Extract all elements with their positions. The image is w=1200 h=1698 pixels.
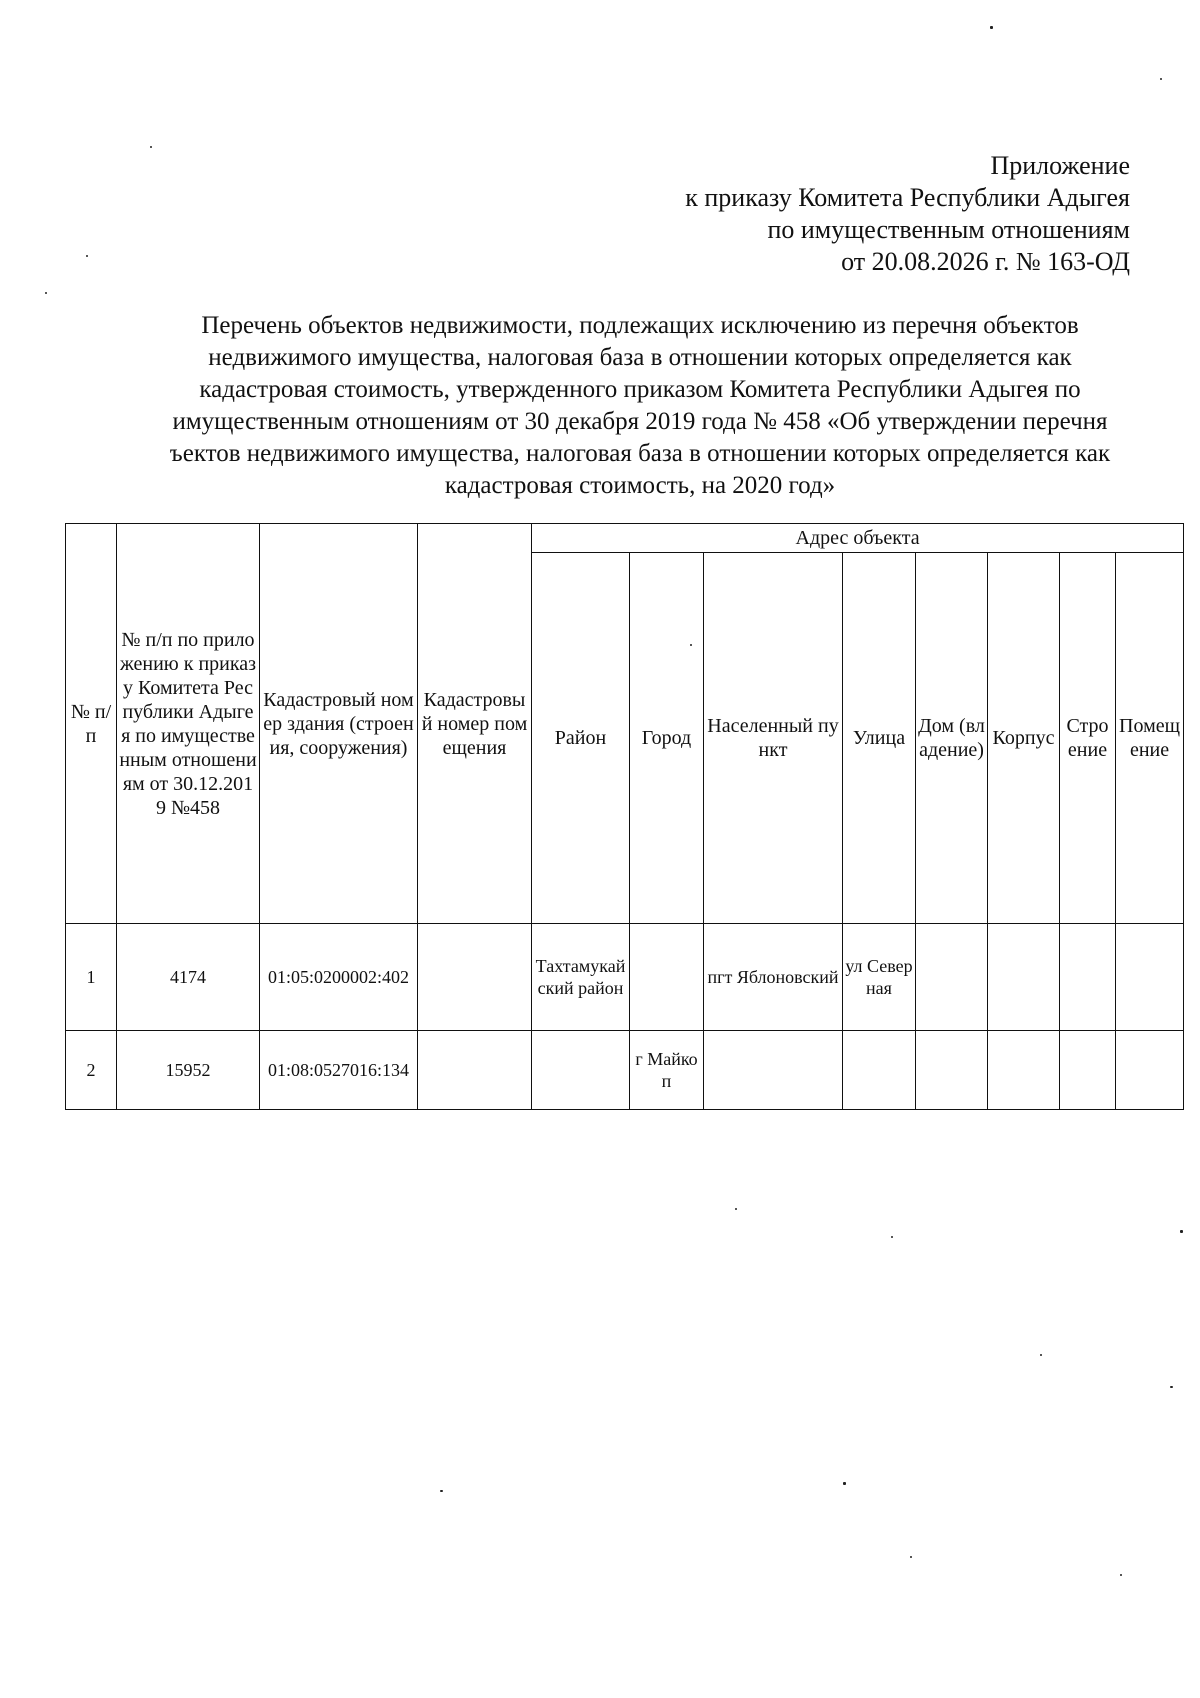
approval-line-3: по имущественным отношениям xyxy=(767,215,1130,244)
header-house: Дом (владение) xyxy=(916,553,988,924)
header-street: Улица xyxy=(843,553,916,924)
cell-house xyxy=(916,924,988,1031)
cell-city xyxy=(630,924,704,1031)
header-building: Строение xyxy=(1060,553,1116,924)
scan-speck xyxy=(1180,1230,1183,1233)
header-building-cadastral: Кадастровый номер здания (строения, сооружения) xyxy=(260,524,418,924)
scan-speck xyxy=(735,1208,737,1210)
cell-room xyxy=(1116,1031,1184,1110)
header-num: № п/п xyxy=(66,524,117,924)
cell-appendix-num: 4174 xyxy=(117,924,260,1031)
cell-appendix-num: 15952 xyxy=(117,1031,260,1110)
cell-building xyxy=(1060,1031,1116,1110)
title-line-1: Перечень объектов недвижимости, подлежащих исключению из перечня объектов xyxy=(201,312,1079,339)
title-line-6: кадастровая стоимость, на 2020 год» xyxy=(444,472,836,499)
header-address-group: Адрес объекта xyxy=(532,524,1184,553)
title-line-3: кадастровая стоимость, утвержденного приказом Комитета Республики Адыгея по xyxy=(199,376,1081,403)
scan-speck xyxy=(843,1482,846,1485)
scan-speck xyxy=(1120,1574,1122,1576)
table-row xyxy=(66,924,1184,1031)
cell-num: 1 xyxy=(66,924,117,1031)
title-line-4: имущественным отношениям от 30 декабря 2019 года № 458 «Об утверждении перечня xyxy=(172,408,1108,435)
scan-speck xyxy=(1170,1386,1173,1388)
scan-speck xyxy=(45,292,47,294)
scan-speck xyxy=(990,26,993,29)
approval-line-4: от 20.08.2026 г. № 163-ОД xyxy=(841,247,1130,276)
cell-street xyxy=(843,1031,916,1110)
cell-house xyxy=(916,1031,988,1110)
scan-speck xyxy=(891,1236,893,1238)
approval-stamp-block xyxy=(685,150,1130,278)
cell-district: Тахтамукайский район xyxy=(532,924,630,1031)
cell-korpus xyxy=(988,924,1060,1031)
scan-speck xyxy=(440,1490,443,1492)
title-line-5: ъектов недвижимого имущества, налоговая база в отношении которых определяется как xyxy=(169,440,1111,467)
document-title xyxy=(110,310,1170,502)
cell-building-cadastral: 01:08:0527016:134 xyxy=(260,1031,418,1110)
cell-district xyxy=(532,1031,630,1110)
cell-street: ул Северная xyxy=(843,924,916,1031)
cell-room-cadastral xyxy=(418,1031,532,1110)
scan-speck xyxy=(86,255,88,257)
cell-korpus xyxy=(988,1031,1060,1110)
table-header-row xyxy=(66,524,1184,553)
header-appendix-num: № п/п по приложению к приказу Комитета Республики Адыгея по имущественным отношениям от 30.12.2019 №458 xyxy=(117,524,260,924)
scan-speck xyxy=(1040,1354,1042,1356)
cell-room-cadastral xyxy=(418,924,532,1031)
cell-room xyxy=(1116,924,1184,1031)
cell-num: 2 xyxy=(66,1031,117,1110)
cell-building xyxy=(1060,924,1116,1031)
scan-speck xyxy=(910,1556,912,1558)
scan-speck xyxy=(150,146,152,148)
header-district: Район xyxy=(532,553,630,924)
cell-building-cadastral: 01:05:0200002:402 xyxy=(260,924,418,1031)
header-room-cadastral: Кадастровый номер помещения xyxy=(418,524,532,924)
cell-settlement xyxy=(704,1031,843,1110)
scan-speck xyxy=(1160,78,1162,80)
approval-line-1: Приложение xyxy=(990,151,1130,180)
header-room: Помещение xyxy=(1116,553,1184,924)
objects-table xyxy=(65,523,1184,1110)
cell-settlement: пгт Яблоновский xyxy=(704,924,843,1031)
table-row xyxy=(66,1031,1184,1110)
approval-line-2: к приказу Комитета Республики Адыгея xyxy=(685,183,1130,212)
title-line-2: недвижимого имущества, налоговая база в отношении которых определяется как xyxy=(208,344,1072,371)
header-korpus: Корпус xyxy=(988,553,1060,924)
header-settlement: Населенный пункт xyxy=(704,553,843,924)
header-city: Город xyxy=(630,553,704,924)
cell-city: г Майкоп xyxy=(630,1031,704,1110)
